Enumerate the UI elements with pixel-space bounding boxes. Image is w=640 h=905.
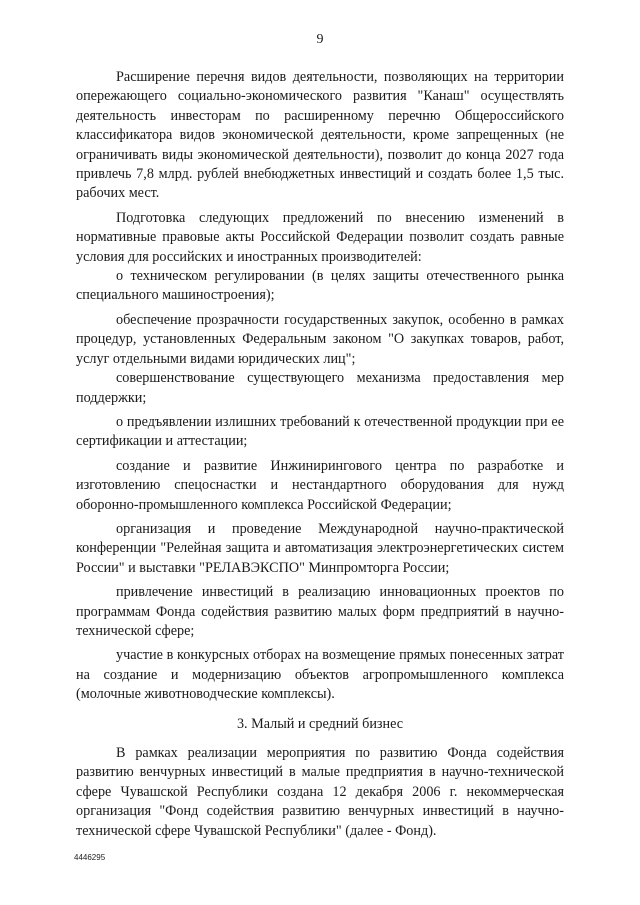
paragraph-proposals-intro: Подготовка следующих предложений по внесению изменений в нормативные правовые акты Российской Федерации позволит создать равные условия для российских и иностранных производителей: xyxy=(76,209,564,265)
page-number: 9 xyxy=(316,32,324,47)
document-body xyxy=(76,68,564,841)
list-item-certification: о предъявлении излишних требований к отечественной продукции при ее сертификации и аттестации; xyxy=(76,413,564,450)
list-item-support-measures: совершенствование существующего механизма предоставления мер поддержки; xyxy=(76,370,564,406)
list-item-competitive-selection: участие в конкурсных отборах на возмещение прямых понесенных затрат на создание и модернизацию объектов агропромышленного комплекса (молочные животноводческие комплексы). xyxy=(76,647,564,703)
list-item-engineering-center: создание и развитие Инжинирингового центра по разработке и изготовлению спецоснастки и нестандартного оборудования для нужд оборонно-промышленного комплекса Российской Федерации; xyxy=(76,457,564,513)
section-paragraph: В рамках реализации мероприятия по развитию Фонда содействия развитию венчурных инвестиций в малые предприятия в научно-технической сфере Чувашской Республики создана 12 декабря 2006 г. некоммерческая организация "Фонд содействия развитию венчурных инвестиций в научно-технической сфере Чувашской Республики" (далее - Фонд). xyxy=(76,745,564,839)
document-code: 4446295 xyxy=(74,853,106,862)
list-item-tech-regulation: о техническом регулировании (в целях защиты отечественного рынка специального машиностроения); xyxy=(76,268,564,304)
list-item-conference: организация и проведение Международной научно-практической конференции "Релейная защита и автоматизация электроэнергетических систем России" и выставки "РЕЛАВЭКСПО" Минпромторга России; xyxy=(76,520,564,576)
list-item-procurement: обеспечение прозрачности государственных закупок, особенно в рамках процедур, установленных Федеральным законом "О закупках товаров, работ, услуг отдельными видами юридических лиц"; xyxy=(76,311,564,367)
section-heading: 3. Малый и средний бизнес xyxy=(236,715,404,732)
paragraph-expansion: Расширение перечня видов деятельности, позволяющих на территории опережающего социально-экономического развития "Канаш" осуществлять деятельность инвесторам по расширенному перечню Общероссийского классификатора видов экономической деятельности, кроме запрещенных (не ограничивать виды экономической деятельности), позволит до конца 2027 года привлечь 7,8 млрд. рублей внебюджетных инвестиций и создать более 1,5 тыс. рабочих мест. xyxy=(76,69,564,202)
list-item-investment-attraction: привлечение инвестиций в реализацию инновационных проектов по программам Фонда содействия развитию малых форм предприятий в научно-технической сфере; xyxy=(76,584,564,639)
